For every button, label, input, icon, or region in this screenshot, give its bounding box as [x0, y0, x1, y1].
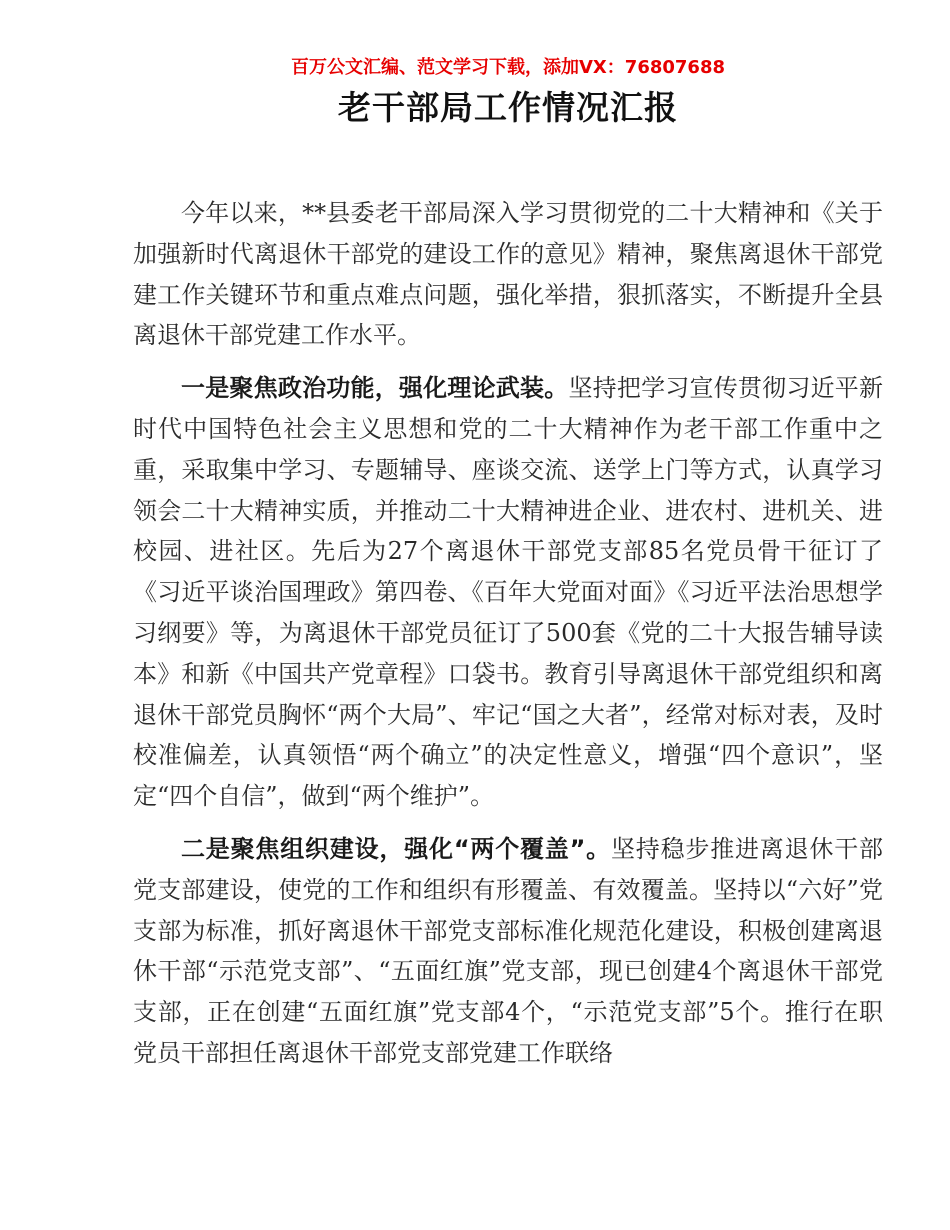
paragraph-text: 坚持把学习宣传贯彻习近平新时代中国特色社会主义思想和党的二十大精神作为老干部工作重中之重，采取集中学习、专题辅导、座谈交流、送学上门等方式，认真学习领会二十大精神实质，并推动二十大精神进企业、进农村、进机关、进校园、进社区。先后为27个离退休干部党支部85名党员骨干征订了《习近平谈治国理政》第四卷、《百年大党面对面》《习近平法治思想学习纲要》等，为离退休干部党员征订了500套《党的二十大报告辅导读本》和新《中国共产党章程》口袋书。教育引导离退休干部党组织和离退休干部党员胸怀“两个大局”、牢记“国之大者”，经常对标对表，及时校准偏差，认真领悟“两个确立”的决定性意义，增强“四个意识”，坚定“四个自信”，做到“两个维护”。	[133, 374, 884, 811]
paragraph-intro	[133, 193, 883, 356]
paragraph-section-2	[133, 829, 883, 1074]
paragraph-text: 坚持稳步推进离退休干部党支部建设，使党的工作和组织有形覆盖、有效覆盖。坚持以“六好”党支部为标准，抓好离退休干部党支部标准化规范化建设，积极创建离退休干部“示范党支部”、“五面红旗”党支部，现已创建4个离退休干部党支部，正在创建“五面红旗”党支部4个，“示范党支部”5个。推行在职党员干部担任离退休干部党支部党建工作联络	[133, 834, 884, 1067]
paragraph-section-1	[133, 368, 883, 817]
document-body	[133, 193, 883, 1086]
section-heading: 二是聚焦组织建设，强化“两个覆盖”。	[181, 834, 611, 863]
watermark-banner: 百万公文汇编、范文学习下载，添加VX：76807688	[290, 57, 725, 78]
section-heading: 一是聚焦政治功能，强化理论武装。	[181, 374, 569, 403]
paragraph-text: 今年以来，**县委老干部局深入学习贯彻党的二十大精神和《关于加强新时代离退休干部党的建设工作的意见》精神，聚焦离退休干部党建工作关键环节和重点难点问题，强化举措，狠抓落实，不断提升全县离退休干部党建工作水平。	[133, 199, 883, 350]
page-title: 老干部局工作情况汇报	[338, 88, 678, 127]
